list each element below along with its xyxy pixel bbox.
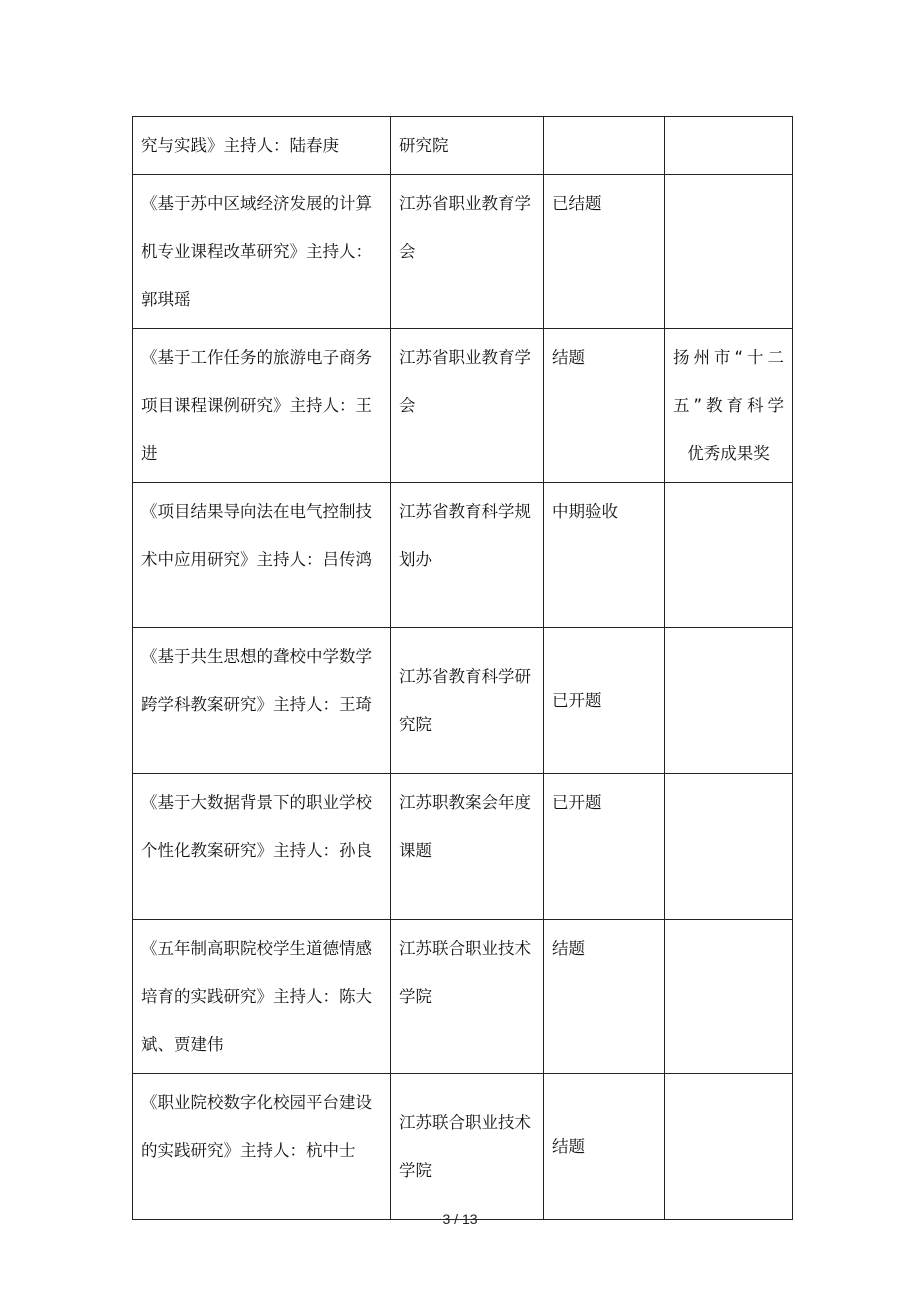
page-number: 3 / 13 — [442, 1211, 478, 1227]
organization-cell: 江苏省职业教育学会 — [391, 329, 544, 483]
project-title-cell: 《五年制高职院校学生道德情感培育的实践研究》主持人：陈大斌、贾建伟 — [133, 920, 391, 1074]
status-cell: 结题 — [544, 920, 665, 1074]
project-title-cell: 《基于大数据背景下的职业学校个性化教案研究》主持人：孙良 — [133, 774, 391, 920]
table-row — [133, 117, 793, 175]
organization-cell: 江苏省职业教育学会 — [391, 175, 544, 329]
project-title-cell: 究与实践》主持人：陆春庚 — [133, 117, 391, 175]
project-title-cell: 《基于苏中区域经济发展的计算机专业课程改革研究》主持人：郭琪瑶 — [133, 175, 391, 329]
table-row — [133, 329, 793, 483]
organization-cell: 江苏联合职业技术学院 — [391, 1074, 544, 1220]
award-cell — [665, 920, 793, 1074]
project-title-cell: 《职业院校数字化校园平台建设的实践研究》主持人：杭中士 — [133, 1074, 391, 1220]
projects-table — [132, 116, 793, 1220]
organization-cell: 江苏省教育科学研究院 — [391, 628, 544, 774]
status-cell: 已开题 — [544, 774, 665, 920]
award-cell — [665, 483, 793, 628]
status-cell: 已结题 — [544, 175, 665, 329]
organization-cell: 江苏职教案会年度课题 — [391, 774, 544, 920]
status-cell — [544, 117, 665, 175]
table-row — [133, 920, 793, 1074]
table-row — [133, 1074, 793, 1220]
table-row — [133, 628, 793, 774]
project-title-cell: 《基于共生思想的聋校中学数学跨学科教案研究》主持人：王琦 — [133, 628, 391, 774]
status-cell: 中期验收 — [544, 483, 665, 628]
award-line: 优秀成果奖 — [687, 444, 770, 463]
award-cell — [665, 175, 793, 329]
project-title-cell: 《项目结果导向法在电气控制技术中应用研究》主持人：吕传鸿 — [133, 483, 391, 628]
organization-cell: 研究院 — [391, 117, 544, 175]
organization-cell: 江苏省教育科学规划办 — [391, 483, 544, 628]
award-cell — [665, 329, 793, 483]
table-row — [133, 774, 793, 920]
status-cell: 结题 — [544, 1074, 665, 1220]
status-cell: 已开题 — [544, 628, 665, 774]
table-row — [133, 175, 793, 329]
organization-cell: 江苏联合职业技术学院 — [391, 920, 544, 1074]
award-cell — [665, 117, 793, 175]
award-line: 扬州市“十二 — [673, 348, 784, 367]
status-cell: 结题 — [544, 329, 665, 483]
project-title-cell: 《基于工作任务的旅游电子商务项目课程课例研究》主持人：王进 — [133, 329, 391, 483]
award-cell — [665, 1074, 793, 1220]
award-line: 五”教育科学 — [673, 396, 784, 415]
award-cell — [665, 774, 793, 920]
award-cell — [665, 628, 793, 774]
table-row — [133, 483, 793, 628]
